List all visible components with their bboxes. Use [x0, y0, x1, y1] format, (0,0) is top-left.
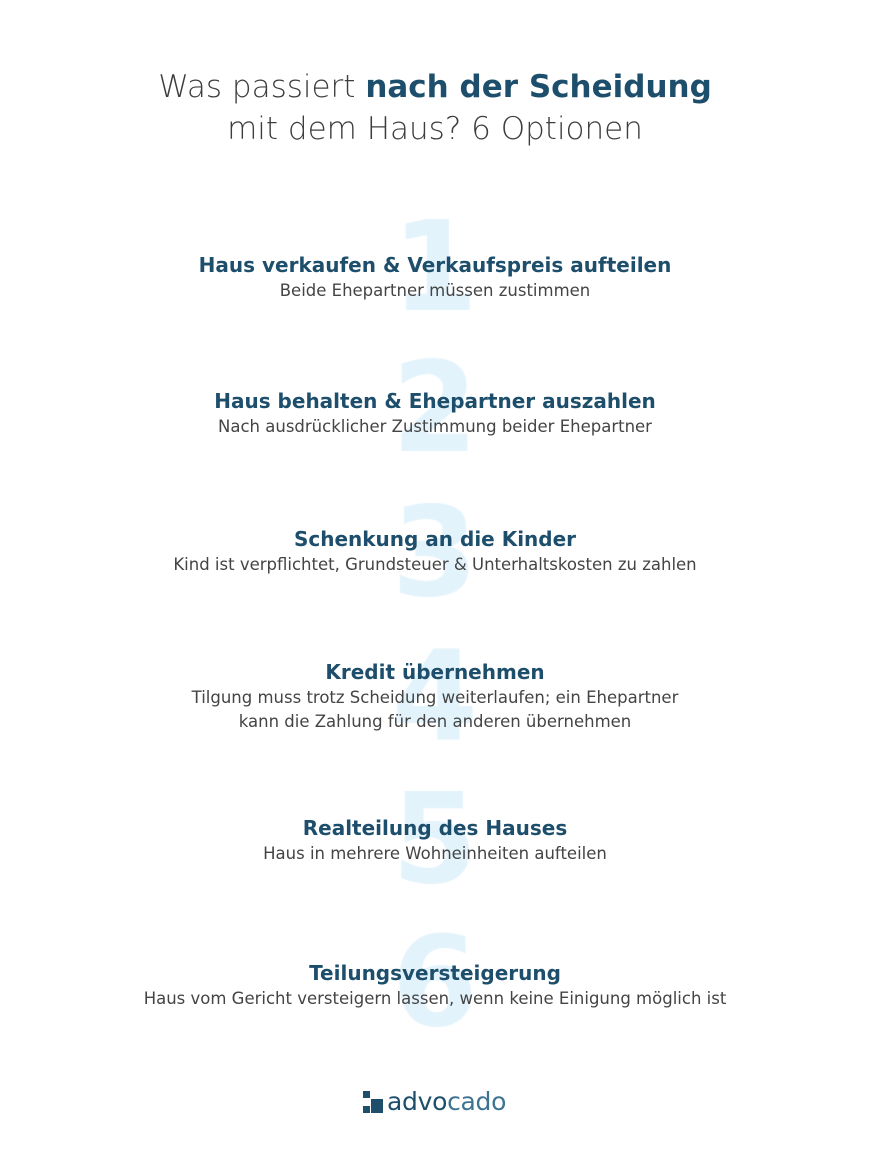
- option-item: [0, 658, 870, 734]
- option-title: Schenkung an die Kinder: [293, 527, 577, 551]
- option-description: Tilgung muss trotz Scheidung weiterlaufen; ein Ehepartner: [191, 688, 679, 707]
- page-title-line-2: mit dem Haus? 6 Optionen: [227, 111, 643, 147]
- option-title: Kredit übernehmen: [325, 660, 545, 684]
- option-item: [0, 959, 870, 1011]
- option-description: Haus in mehrere Wohneinheiten aufteilen: [263, 844, 607, 863]
- option-title: Haus behalten & Ehepartner auszahlen: [214, 389, 656, 413]
- option-item: [0, 814, 870, 866]
- option-title: Teilungsversteigerung: [309, 961, 561, 985]
- option-description: Haus vom Gericht versteigern lassen, wenn keine Einigung möglich ist: [143, 989, 727, 1008]
- logo-text-2: cado: [447, 1087, 507, 1116]
- title-highlight: nach der Scheidung: [365, 69, 712, 105]
- option-item: [0, 251, 870, 303]
- option-description: Nach ausdrücklicher Zustimmung beider Ehepartner: [218, 417, 652, 436]
- option-title: Realteilung des Hauses: [302, 816, 568, 840]
- option-item: [0, 525, 870, 577]
- option-description: kann die Zahlung für den anderen übernehmen: [238, 712, 632, 731]
- option-description: Beide Ehepartner müssen zustimmen: [279, 281, 591, 300]
- logo-text-1: advo: [387, 1087, 448, 1116]
- title-prefix: Was passiert: [158, 69, 366, 105]
- page-title-line-1: [0, 66, 870, 108]
- option-description: Kind ist verpflichtet, Grundsteuer & Unterhaltskosten zu zahlen: [173, 555, 697, 574]
- option-title: Haus verkaufen & Verkaufspreis aufteilen: [198, 253, 672, 277]
- advocado-logo: [363, 1087, 506, 1117]
- option-item: [0, 387, 870, 439]
- logo-mark-icon: [363, 1091, 383, 1113]
